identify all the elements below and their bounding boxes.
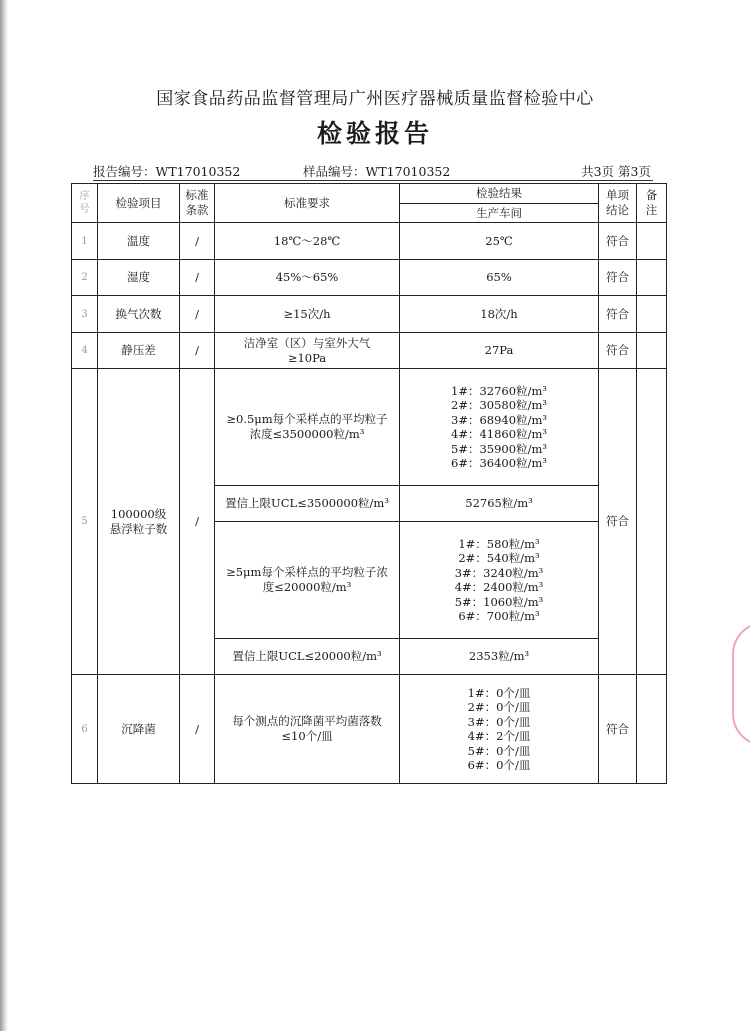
row-index: 4 — [72, 333, 98, 369]
row-requirement: 45%～65% — [215, 260, 400, 296]
sample-number: 样品编号：WT17010352 — [303, 164, 451, 179]
header-index: 序号 — [72, 184, 98, 223]
table-row — [72, 260, 667, 296]
result-line: 4#：2400粒/m³ — [454, 580, 544, 594]
result-line: 3#：68940粒/m³ — [451, 412, 547, 427]
table-row — [72, 223, 667, 260]
row-item: 静压差 — [98, 333, 180, 369]
requirement-ucl-5um: 置信上限UCL≤20000粒/m³ — [215, 639, 400, 675]
row-clause: / — [180, 223, 215, 260]
row-index: 1 — [72, 223, 98, 260]
row-index: 6 — [72, 675, 98, 784]
row-item: 沉降菌 — [98, 675, 180, 784]
result-line: 4#：2个/皿 — [467, 729, 531, 743]
result-line: 2#：0个/皿 — [467, 700, 531, 714]
result-line: 5#：0个/皿 — [467, 743, 531, 758]
bacteria-results — [400, 675, 599, 784]
header-result-sub: 生产车间 — [400, 204, 599, 223]
result-line: 1#：0个/皿 — [467, 685, 531, 700]
result-line: 2#：30580粒/m³ — [451, 398, 547, 412]
row-result: 65% — [400, 260, 599, 296]
row-requirement: 每个测点的沉降菌平均菌落数≤10个/皿 — [215, 675, 400, 784]
seal-stamp-fragment — [732, 622, 750, 746]
row-index: 3 — [72, 296, 98, 333]
table-row — [72, 333, 667, 369]
row-clause: / — [180, 369, 215, 675]
result-line: 5#：1060粒/m³ — [454, 594, 544, 609]
row-result: 25℃ — [400, 223, 599, 260]
scan-page-edge — [0, 0, 8, 1031]
result-line: 3#：0个/皿 — [467, 714, 531, 729]
result-line: 5#：35900粒/m³ — [451, 441, 547, 456]
table-row — [72, 675, 667, 784]
result-ucl-5um: 2353粒/m³ — [400, 639, 599, 675]
result-line: 1#：32760粒/m³ — [451, 383, 547, 398]
row-remark — [637, 223, 667, 260]
header-remark: 备注 — [637, 184, 667, 223]
table-row — [72, 369, 667, 486]
result-ucl-0-5um: 52765粒/m³ — [400, 486, 599, 522]
result-line: 4#：41860粒/m³ — [451, 427, 547, 441]
row-conclusion: 符合 — [599, 333, 637, 369]
requirement-ucl-0-5um: 置信上限UCL≤3500000粒/m³ — [215, 486, 400, 522]
row-remark — [637, 333, 667, 369]
report-meta-line — [93, 160, 653, 181]
requirement-0-5um: ≥0.5μm每个采样点的平均粒子浓度≤3500000粒/m³ — [215, 369, 400, 486]
row-index: 5 — [72, 369, 98, 675]
result-line: 2#：540粒/m³ — [458, 551, 540, 565]
row-clause: / — [180, 296, 215, 333]
requirement-5um: ≥5μm每个采样点的平均粒子浓度≤20000粒/m³ — [215, 522, 400, 639]
header-clause: 标准条款 — [180, 184, 215, 223]
row-clause: / — [180, 675, 215, 784]
row-item: 温度 — [98, 223, 180, 260]
row-conclusion: 符合 — [599, 260, 637, 296]
row-requirement: 洁净室（区）与室外大气≥10Pa — [215, 333, 400, 369]
row-result: 27Pa — [400, 333, 599, 369]
row-conclusion: 符合 — [599, 675, 637, 784]
row-item: 湿度 — [98, 260, 180, 296]
row-clause: / — [180, 260, 215, 296]
header-requirement: 标准要求 — [215, 184, 400, 223]
header-item: 检验项目 — [98, 184, 180, 223]
row-item — [98, 369, 180, 675]
particles-item-line2: 悬浮粒子数 — [109, 521, 168, 536]
row-index: 2 — [72, 260, 98, 296]
table-row — [72, 296, 667, 333]
inspection-results-table — [71, 183, 667, 784]
header-result: 检验结果 — [400, 184, 599, 204]
row-conclusion: 符合 — [599, 223, 637, 260]
row-remark — [637, 260, 667, 296]
result-line: 6#：0个/皿 — [467, 758, 531, 772]
results-0-5um — [400, 369, 599, 486]
row-remark — [637, 675, 667, 784]
result-line: 1#：580粒/m³ — [458, 536, 540, 551]
organization-title: 国家食品药品监督管理局广州医疗器械质量监督检验中心 — [156, 89, 594, 109]
row-requirement: ≥15次/h — [215, 296, 400, 333]
row-conclusion: 符合 — [599, 369, 637, 675]
header-conclusion: 单项结论 — [599, 184, 637, 223]
row-remark — [637, 369, 667, 675]
report-number: 报告编号：WT17010352 — [93, 164, 241, 179]
row-conclusion: 符合 — [599, 296, 637, 333]
result-line: 6#：36400粒/m³ — [451, 456, 547, 470]
row-requirement: 18℃～28℃ — [215, 223, 400, 260]
row-remark — [637, 296, 667, 333]
result-line: 6#：700粒/m³ — [458, 609, 540, 623]
result-line: 3#：3240粒/m³ — [454, 565, 544, 580]
row-item: 换气次数 — [98, 296, 180, 333]
particles-item-line1: 100000级 — [110, 506, 167, 521]
page-count: 共3页 第3页 — [581, 164, 651, 179]
row-clause: / — [180, 333, 215, 369]
row-result: 18次/h — [400, 296, 599, 333]
document-title: 检验报告 — [316, 119, 433, 148]
results-5um — [400, 522, 599, 639]
